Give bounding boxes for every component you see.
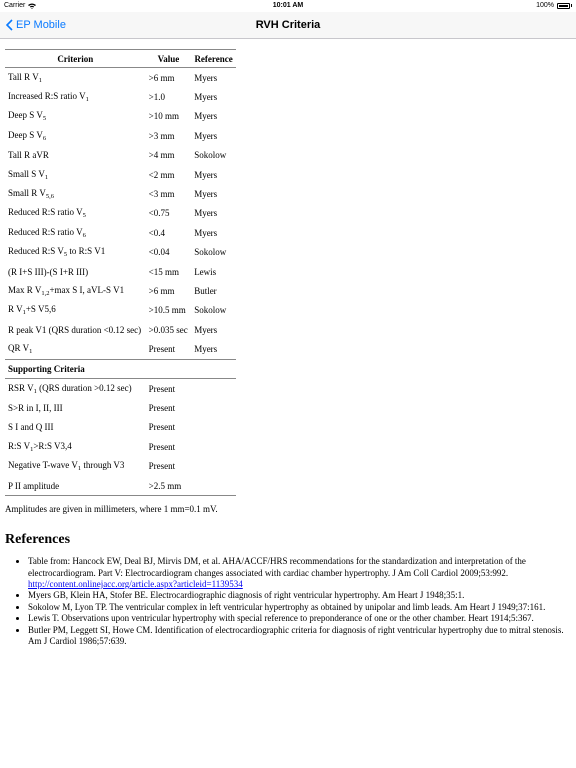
value-cell: <0.4 [148, 227, 165, 238]
reference-cell: Myers [194, 208, 218, 219]
criterion-cell [5, 126, 146, 145]
criterion-text-tail: through V3 [81, 460, 125, 471]
criterion-text: Deep S V [8, 110, 43, 121]
header-criterion: Criterion [5, 50, 146, 68]
value-cell: >4 mm [148, 150, 175, 161]
table-row [5, 281, 236, 300]
reference-item [28, 590, 571, 601]
reference-cell [191, 418, 236, 437]
criterion-text: Small R V [8, 188, 46, 199]
battery-tip [571, 4, 572, 7]
criterion-text: Small S V [8, 168, 45, 179]
reference-cell: Myers [194, 169, 218, 180]
criterion-text: S>R in I, II, III [8, 402, 63, 413]
criterion-text: Reduced R:S V [8, 246, 64, 257]
criterion-text: R:S V [8, 440, 31, 451]
criterion-cell [5, 165, 146, 184]
table-row [5, 184, 236, 203]
reference-cell: Myers [194, 72, 218, 83]
criterion-cell [5, 262, 146, 281]
reference-cell: Sokolow [194, 150, 227, 161]
value-cell: >0.035 sec [148, 324, 188, 335]
table-row [5, 204, 236, 223]
criterion-cell [5, 87, 146, 106]
value-cell: Present [148, 383, 176, 394]
criterion-text: QR V [8, 343, 30, 354]
criterion-lead-subscript: 1 [29, 348, 33, 356]
table-row [5, 68, 236, 88]
criterion-lead-subscript: 1,2 [41, 289, 50, 297]
reference-text: Lewis T. Observations upon ventricular hypertrophy with special reference to preponderance of one or the other chamber. Heart 1914;5:367. [28, 613, 534, 624]
criterion-cell [5, 476, 146, 496]
criterion-cell [5, 184, 146, 203]
reference-cell [191, 437, 236, 456]
supporting-section [5, 359, 236, 378]
criterion-cell [5, 223, 146, 242]
reference-cell [191, 398, 236, 417]
criterion-text-tail: to R:S V1 [67, 246, 106, 257]
criterion-lead-subscript: 5,6 [45, 193, 54, 201]
criterion-cell [5, 107, 146, 126]
value-cell: <0.75 [148, 208, 170, 219]
criterion-text: R V [8, 304, 23, 315]
criterion-text-tail: +S V5,6 [25, 304, 56, 315]
header-reference: Reference [191, 50, 236, 68]
supporting-row [5, 476, 236, 496]
value-cell: >6 mm [148, 72, 175, 83]
reference-cell: Myers [194, 324, 218, 335]
value-cell: >10 mm [148, 111, 179, 122]
reference-cell: Myers [194, 92, 218, 103]
header-value: Value [146, 50, 192, 68]
table-row [5, 223, 236, 242]
reference-text: Table from: Hancock EW, Deal BJ, Mirvis DM, et al. AHA/ACCF/HRS recommendations for the standardization and interpretation of the electrocardiogram. Part V: Electrocardiogram changes associated with cardiac chamber hypertrophy. J Am Coll Cardiol 2009;53:992. [28, 556, 526, 578]
criterion-text: Deep S V [8, 129, 43, 140]
criterion-cell [5, 437, 146, 456]
value-cell: <2 mm [148, 169, 175, 180]
value-cell: Present [148, 344, 176, 355]
reference-item [28, 602, 571, 613]
table-row [5, 165, 236, 184]
value-cell: Present [148, 461, 176, 472]
value-cell: <3 mm [148, 189, 175, 200]
criterion-cell [5, 320, 146, 339]
reference-cell: Lewis [194, 266, 217, 277]
criterion-text: (R I+S III)-(S I+R III) [8, 266, 89, 277]
reference-cell: Sokolow [194, 247, 227, 258]
supporting-row [5, 398, 236, 417]
criteria-rows [5, 68, 236, 360]
criterion-text: Tall R aVR [8, 150, 49, 161]
supporting-row [5, 378, 236, 398]
reference-cell: Myers [194, 189, 218, 200]
criterion-text-tail: >R:S V3,4 [33, 440, 72, 451]
reference-cell: Myers [194, 344, 218, 355]
criterion-lead-subscript: 1 [44, 173, 49, 181]
reference-cell: Sokolow [194, 305, 227, 316]
reference-cell: Butler [194, 285, 217, 296]
criterion-text: S I and Q III [8, 422, 54, 433]
criterion-cell [5, 339, 146, 359]
criterion-lead-subscript: 1 [85, 96, 89, 104]
amplitude-note: Amplitudes are given in millimeters, where 1 mm=0.1 mV. [5, 504, 218, 515]
reference-cell [191, 476, 236, 496]
value-cell: <15 mm [148, 266, 179, 277]
criterion-lead-subscript: 1 [22, 309, 26, 317]
criterion-lead-subscript: 1 [38, 76, 42, 84]
criterion-cell [5, 398, 146, 417]
criterion-cell [5, 68, 146, 88]
criterion-cell [5, 418, 146, 437]
table-row [5, 146, 236, 165]
table-row [5, 107, 236, 126]
criterion-cell [5, 243, 146, 262]
table-row [5, 87, 236, 106]
table-row [5, 301, 236, 320]
criterion-text-tail: (QRS duration >0.12 sec) [36, 382, 132, 393]
value-cell: <0.04 [148, 247, 170, 258]
navigation-bar [0, 12, 576, 39]
reference-text: Myers GB, Klein HA, Stofer BE. Electrocardiographic diagnosis of right ventricular hypertrophy. Am Heart J 1948;35:1. [28, 590, 465, 601]
status-time: 10:01 AM [272, 2, 304, 9]
status-right [536, 2, 572, 9]
criterion-lead-subscript: 5 [63, 251, 68, 259]
criterion-cell [5, 456, 146, 475]
table-row [5, 126, 236, 145]
criterion-text: P II amplitude [8, 480, 60, 491]
criterion-text: Reduced R:S ratio V [8, 226, 83, 237]
criteria-table [5, 49, 236, 496]
reference-cell [191, 378, 236, 398]
criterion-lead-subscript: 1 [77, 465, 82, 473]
criterion-lead-subscript: 1 [30, 445, 34, 453]
reference-item [28, 613, 571, 624]
criterion-text: Reduced R:S ratio V [8, 207, 83, 218]
table-row [5, 320, 236, 339]
criterion-text: Max R V [8, 284, 42, 295]
supporting-rows [5, 378, 236, 495]
reference-item [28, 625, 571, 648]
value-cell: Present [148, 422, 176, 433]
criterion-text-tail: +max S I, aVL-S V1 [49, 284, 125, 295]
criterion-text: R peak V1 (QRS duration <0.12 sec) [8, 324, 142, 335]
criterion-text: Negative T-wave V [8, 460, 78, 471]
criterion-cell [5, 378, 146, 398]
table-row [5, 262, 236, 281]
supporting-row [5, 456, 236, 475]
reference-text: Sokolow M, Lyon TP. The ventricular complex in left ventricular hypertrophy as obtained by unipolar and limb leads. Am Heart J 1949;37:161. [28, 601, 546, 612]
table-row [5, 339, 236, 359]
value-cell: >6 mm [148, 285, 175, 296]
criterion-cell [5, 281, 146, 300]
value-cell: >2.5 mm [146, 476, 192, 496]
reference-cell: Myers [194, 111, 218, 122]
battery-icon [557, 3, 570, 9]
content [5, 40, 571, 647]
criterion-lead-subscript: 6 [42, 134, 47, 142]
status-bar [0, 0, 576, 12]
value-cell: >3 mm [148, 130, 175, 141]
reference-cell [191, 456, 236, 475]
reference-cell: Myers [194, 130, 218, 141]
supporting-criteria-label: Supporting Criteria [5, 359, 236, 378]
criterion-lead-subscript: 6 [82, 231, 86, 239]
value-cell: >1.0 [148, 92, 165, 103]
reference-link[interactable]: http://content.onlinejacc.org/article.aspx?articleid=1139534 [28, 579, 243, 590]
criterion-text: Tall R V [8, 71, 39, 82]
carrier-label: Carrier [4, 2, 26, 9]
page-title: RVH Criteria [255, 19, 321, 31]
table-header-row [5, 50, 236, 68]
criterion-lead-subscript: 1 [33, 387, 37, 395]
criterion-lead-subscript: 5 [42, 115, 47, 123]
reference-text: Butler PM, Leggett SI, Howe CM. Identification of electrocardiographic criteria for diagnosis of right ventricular hypertrophy due to mitral stenosis. Am J Cardiol 1986;57:639. [28, 624, 564, 647]
reference-item [28, 556, 571, 590]
criterion-text: Increased R:S ratio V [8, 91, 86, 102]
back-button-label: EP Mobile [16, 19, 66, 31]
value-cell: Present [148, 441, 176, 452]
criterion-lead-subscript: 5 [82, 212, 86, 220]
references-heading: References [5, 532, 71, 548]
criterion-cell [5, 301, 146, 320]
criterion-cell [5, 146, 146, 165]
criterion-text: RSR V [8, 382, 34, 393]
value-cell: Present [148, 402, 176, 413]
supporting-header-row [5, 359, 236, 378]
table-row [5, 243, 236, 262]
battery-percent: 100% [536, 2, 554, 9]
reference-cell: Myers [194, 227, 218, 238]
references-list [5, 556, 571, 647]
value-cell: >10.5 mm [148, 305, 186, 316]
supporting-row [5, 418, 236, 437]
criterion-cell [5, 204, 146, 223]
supporting-row [5, 437, 236, 456]
